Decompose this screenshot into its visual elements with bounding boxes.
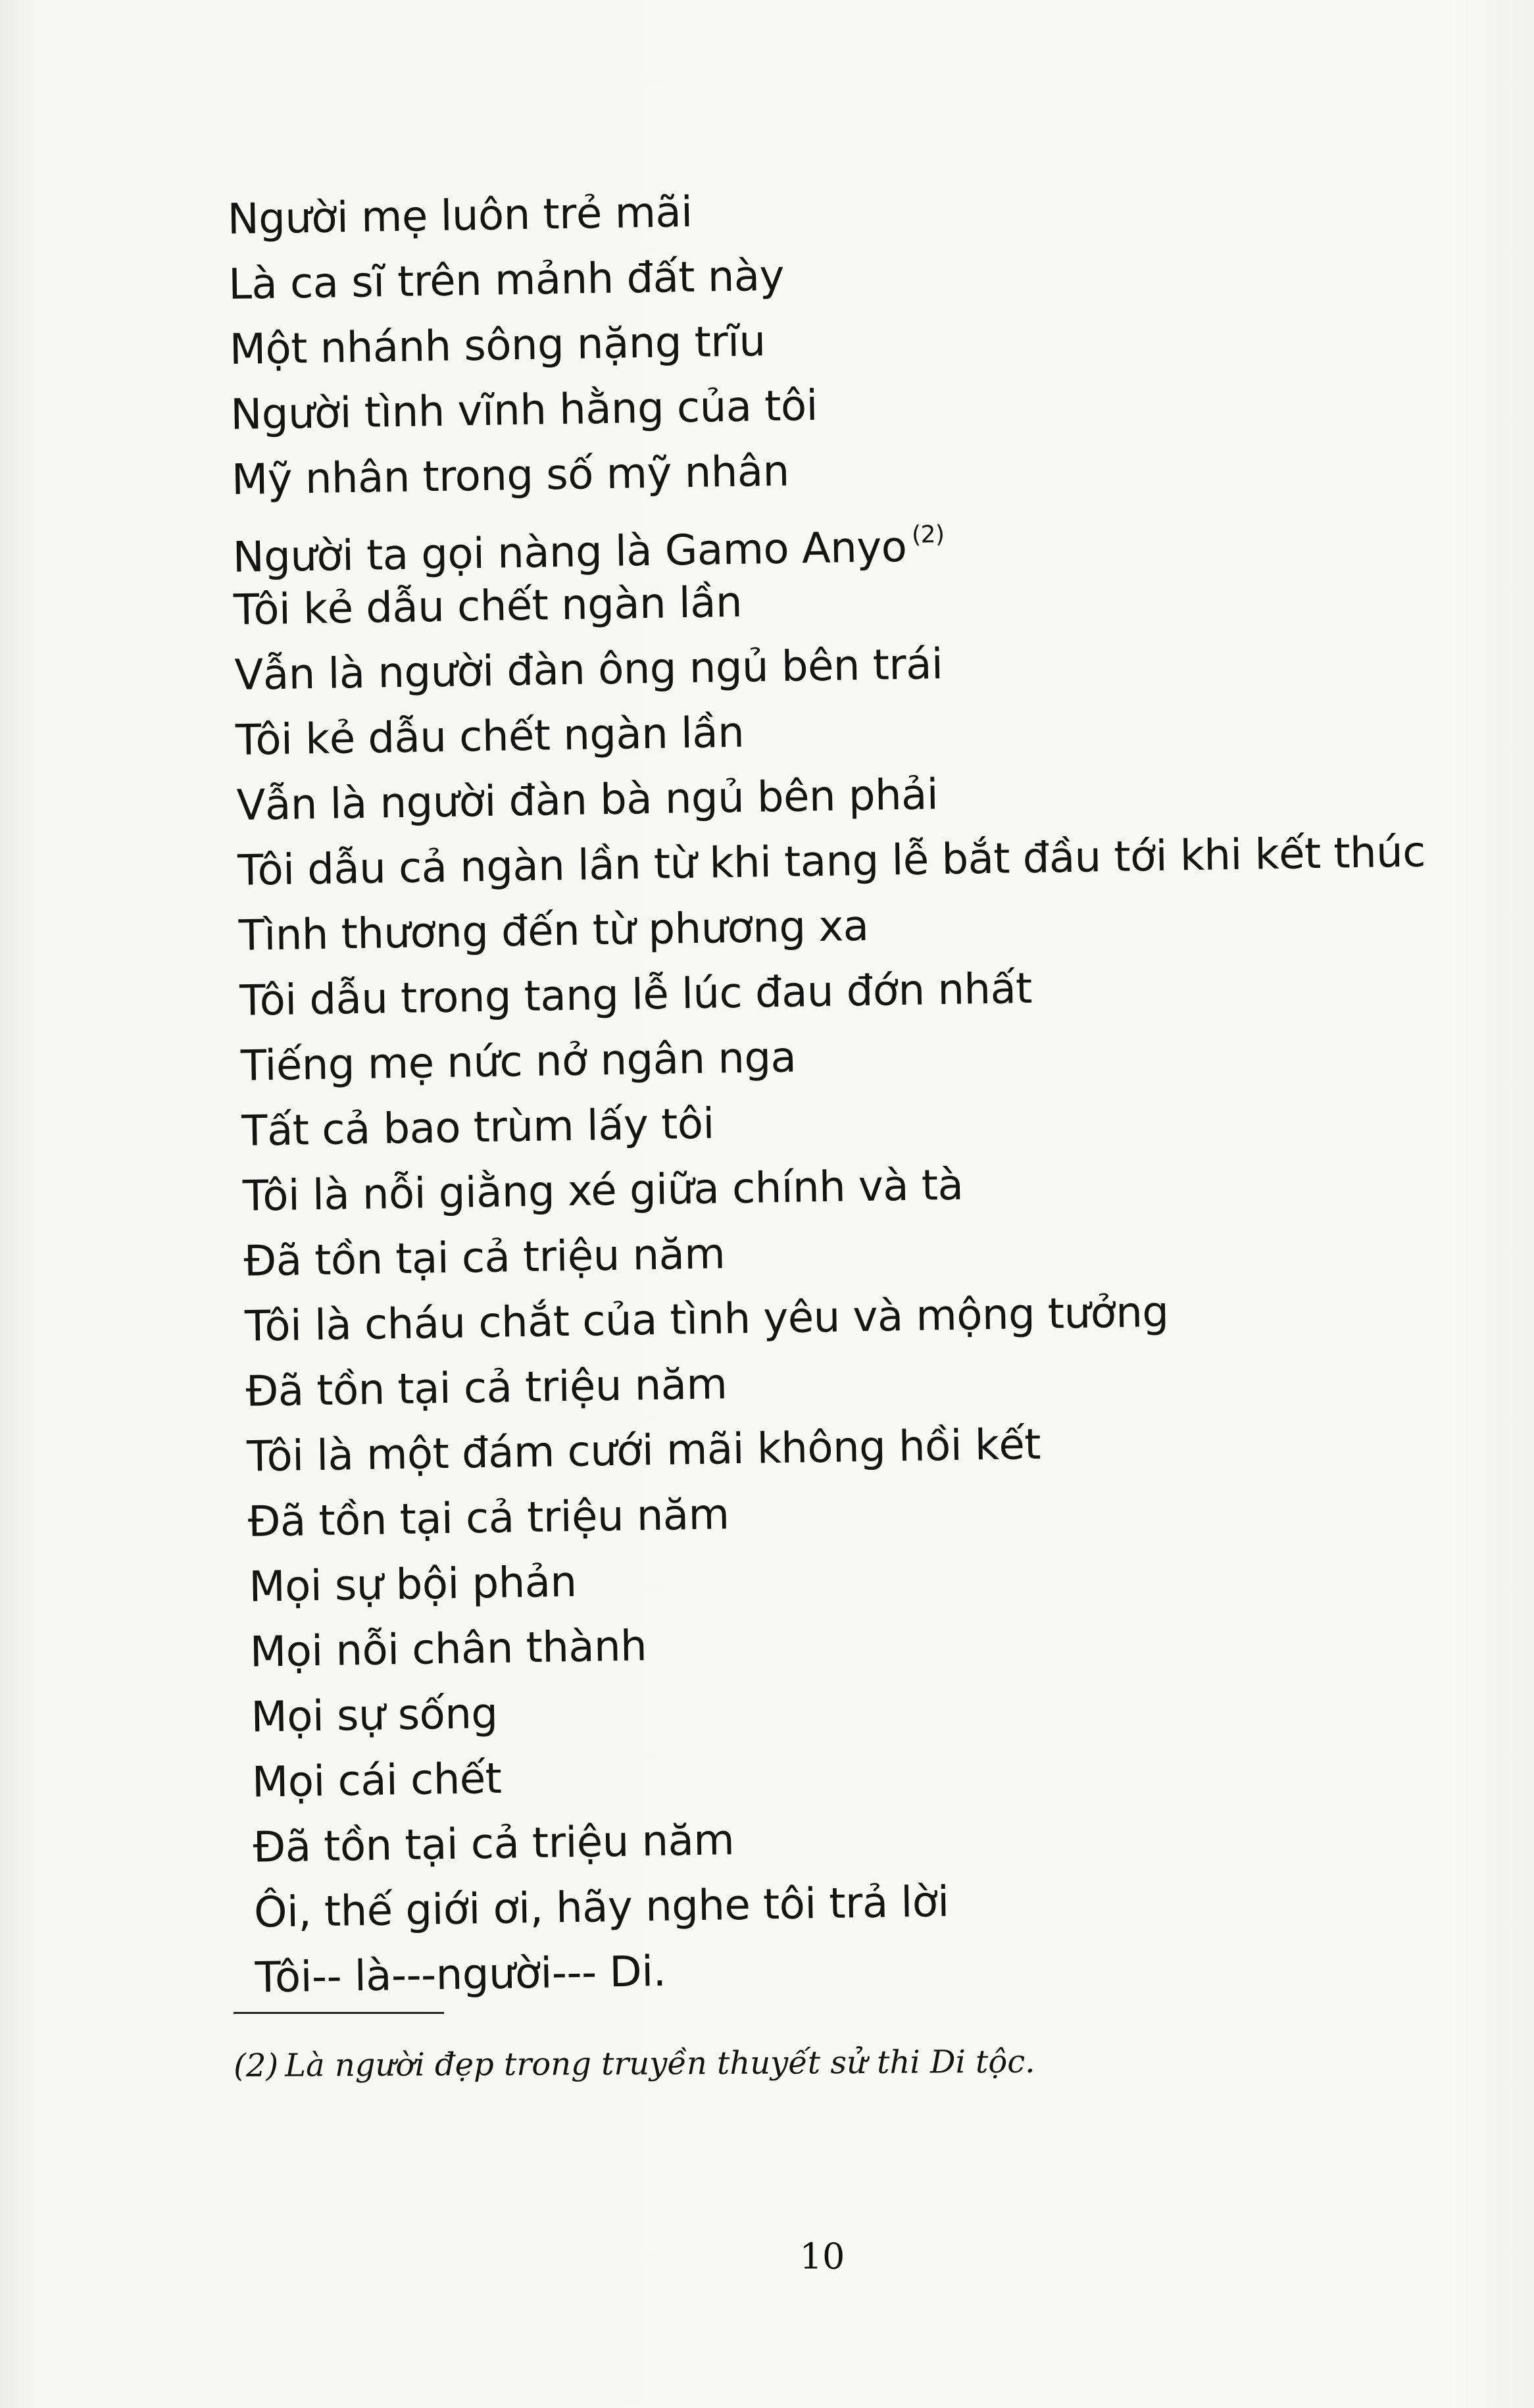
poem-line: Vẫn là người đàn ông ngủ bên trái [234,640,943,700]
poem-line: Mọi nỗi chân thành [249,1622,647,1677]
footnote-divider [234,2012,444,2014]
poem-line: Tôi dẫu cả ngàn lần từ khi tang lễ bắt đầu tới khi kết thúc [237,828,1426,895]
poem-line: Một nhánh sông nặng trĩu [229,317,766,374]
poem-line: Đã tồn tại cả triệu năm [247,1490,730,1547]
poem-body [227,168,1505,2011]
poem-line: Là ca sĩ trên mảnh đất này [228,251,785,309]
poem-line: Tôi dẫu trong tang lễ lúc đau đớn nhất [239,964,1033,1026]
poem-line: Mọi cái chết [251,1754,502,1807]
poem-line: Tôi là nỗi giằng xé giữa chính và tà [242,1161,964,1221]
poem-line: Tôi-- là---người--- Di. [255,1947,666,2003]
poem-line: Mỹ nhân trong số mỹ nhân [231,447,790,505]
poem-line: Mọi sự sống [250,1689,499,1742]
poem-line: Tôi kẻ dẫu chết ngàn lần [233,578,743,635]
poem-line: Tất cả bao trùm lấy tôi [241,1099,715,1156]
poem-line: Đã tồn tại cả triệu năm [243,1230,726,1286]
poem-line: Tôi kẻ dẫu chết ngàn lần [235,708,745,765]
poem-line: Tiếng mẹ nức nở ngân nga [240,1033,797,1091]
poem-line: Đã tồn tại cả triệu năm [245,1360,728,1417]
poem-line: Ôi, thế giới ơi, hãy nghe tôi trả lời [253,1878,950,1938]
footnote-reference: (2) [911,520,945,549]
poem-line: Đã tồn tại cả triệu năm [253,1816,735,1872]
footnote-marker: (2) [234,2047,279,2084]
poem-line: Mọi sự bội phản [248,1557,578,1612]
poem-line: Người tình vĩnh hằng của tôi [230,381,818,439]
footnote-text: Là người đẹp trong truyền thuyết sử thi Di tộc. [285,2043,1035,2084]
page-number: 10 [799,2236,845,2277]
poem-line: Tình thương đến từ phương xa [238,901,870,961]
poem-line: Vẫn là người đàn bà ngủ bên phải [236,770,939,830]
poem-line: Người mẹ luôn trẻ mãi [227,188,693,244]
poem-line-text: Người ta gọi nàng là Gamo Anyo [232,522,907,582]
poem-line: Tôi là một đám cưới mãi không hồi kết [246,1420,1041,1482]
poem-line: Tôi là cháu chắt của tình yêu và mộng tưởng [244,1288,1170,1351]
footnote [234,2042,1035,2086]
